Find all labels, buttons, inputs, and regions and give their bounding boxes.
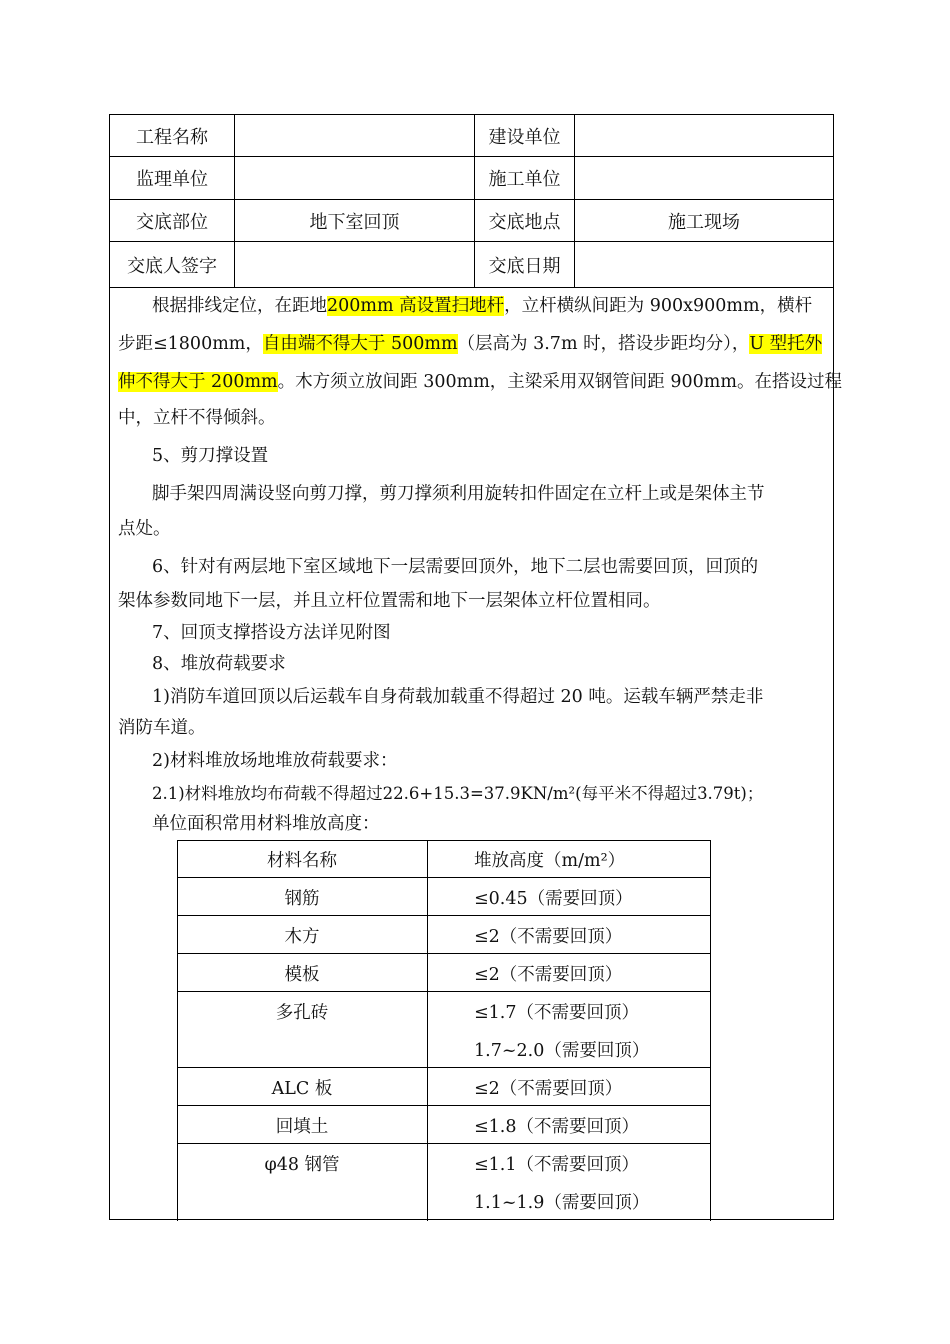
- table-border: [177, 840, 711, 841]
- section-8-1-line-2: 消防车道。: [118, 718, 206, 738]
- table-cell-height: ≤2（不需要回顶）: [474, 965, 623, 985]
- para-1-line-1: [152, 297, 812, 316]
- table-row-divider: [177, 1143, 711, 1144]
- value-project-name[interactable]: [235, 115, 474, 156]
- table-cell-name: 回填土: [275, 1117, 329, 1137]
- table-cell-name: 模板: [284, 965, 320, 985]
- section-8-2: 2)材料堆放场地堆放荷载要求：: [152, 751, 398, 771]
- text: 步距≤1800mm，: [118, 334, 263, 354]
- para-1-line-3: [118, 373, 842, 392]
- text: ，立杆横纵间距为 900x900mm，横杆: [504, 296, 813, 316]
- label-date: 交底日期: [488, 255, 561, 277]
- table-cell-height: ≤2（不需要回顶）: [474, 1079, 623, 1099]
- label-briefing-part: 交底部位: [136, 211, 208, 233]
- table-cell-name: 多孔砖: [275, 1003, 329, 1023]
- table-row-divider: [177, 1067, 711, 1068]
- value-contractor[interactable]: [575, 157, 833, 199]
- table-cell-name: 钢筋: [284, 889, 320, 909]
- highlight-text: 伸不得大于 200mm: [118, 372, 278, 392]
- para-1-line-2: [118, 335, 822, 354]
- table-cell-height: 1.1~1.9（需要回顶）: [474, 1193, 650, 1213]
- label-signature: 交底人签字: [127, 255, 217, 277]
- row-divider: [109, 287, 834, 288]
- table-cell-name: φ48 钢管: [264, 1155, 340, 1175]
- label-project-name: 工程名称: [136, 126, 208, 148]
- table-cell-height: ≤1.1（不需要回顶）: [474, 1155, 639, 1175]
- table-row-divider: [177, 991, 711, 992]
- label-builder: 建设单位: [488, 126, 561, 148]
- label-supervisor: 监理单位: [136, 169, 208, 190]
- section-5-line-1: 脚手架四周满设竖向剪刀撑，剪刀撑须利用旋转扣件固定在立杆上或是架体主节: [152, 484, 765, 504]
- value-signature[interactable]: [235, 242, 474, 287]
- text: 根据排线定位，在距地: [152, 296, 327, 316]
- table-header-material: 材料名称: [267, 851, 337, 871]
- table-header-height: 堆放高度（m/m²）: [474, 851, 626, 871]
- label-contractor: 施工单位: [488, 169, 561, 190]
- table-cell-name: 木方: [284, 927, 320, 947]
- section-8-unit-heights: 单位面积常用材料堆放高度：: [152, 814, 380, 834]
- table-border: [710, 840, 711, 1221]
- table-col-divider: [427, 840, 428, 1221]
- material-table: [177, 840, 711, 1221]
- table-row-divider: [177, 915, 711, 916]
- value-briefing-part[interactable]: 地下室回顶: [309, 211, 400, 233]
- table-row-divider: [177, 877, 711, 878]
- table-row-divider: [177, 1105, 711, 1106]
- value-supervisor[interactable]: [235, 157, 474, 199]
- value-date[interactable]: [575, 242, 833, 287]
- section-7: 7、回顶支撑搭设方法详见附图: [152, 623, 391, 643]
- value-briefing-place[interactable]: 施工现场: [668, 211, 740, 233]
- table-row-divider: [177, 953, 711, 954]
- highlight-text: U 型托外: [749, 334, 823, 354]
- text: 。木方须立放间距 300mm，主梁采用双钢管间距 900mm。在搭设过程: [277, 372, 842, 392]
- highlight-text: 200mm 高设置扫地杆: [327, 296, 505, 316]
- section-6-line-2: 架体参数同地下一层，并且立杆位置需和地下一层架体立杆位置相同。: [118, 591, 661, 611]
- section-8-title: 8、堆放荷载要求: [152, 654, 286, 674]
- table-cell-height: ≤1.7（不需要回顶）: [474, 1003, 639, 1023]
- text: （层高为 3.7m 时，搭设步距均分），: [457, 334, 750, 354]
- section-8-1-line-1: 1)消防车道回顶以后运载车自身荷载加载重不得超过 20 吨。运载车辆严禁走非: [152, 687, 764, 707]
- table-cell-height: ≤2（不需要回顶）: [474, 927, 623, 947]
- section-8-2-1: 2.1)材料堆放均布荷载不得超过22.6+15.3=37.9KN/m²(每平米不得超过3.79t)；: [152, 784, 764, 803]
- label-briefing-place: 交底地点: [488, 211, 561, 233]
- section-5-title: 5、剪刀撑设置: [152, 446, 269, 466]
- table-cell-height: ≤1.8（不需要回顶）: [474, 1117, 639, 1137]
- table-cell-height: ≤0.45（需要回顶）: [474, 889, 633, 909]
- para-1-line-4: 中，立杆不得倾斜。: [118, 408, 276, 428]
- table-cell-height: 1.7~2.0（需要回顶）: [474, 1041, 650, 1061]
- section-5-line-2: 点处。: [118, 519, 171, 539]
- table-cell-name: ALC 板: [271, 1079, 333, 1099]
- highlight-text: 自由端不得大于 500mm: [262, 334, 458, 354]
- section-6-line-1: 6、针对有两层地下室区域地下一层需要回顶外，地下二层也需要回顶，回顶的: [152, 557, 759, 577]
- value-builder[interactable]: [575, 115, 833, 156]
